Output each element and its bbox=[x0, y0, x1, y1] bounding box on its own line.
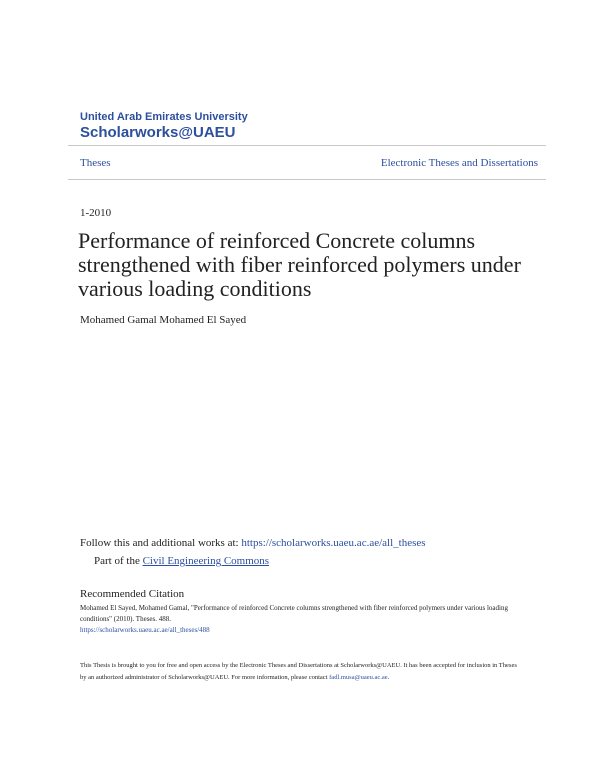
notice-text: This Thesis is brought to you for free and open access by the Electronic Theses and Dissertations at Scholarworks@UAEU. It has been accepted for inclusion in Theses by an authorized administrator of Scholarworks@UAEU. For more information, please contact bbox=[80, 662, 517, 681]
citation-heading: Recommended Citation bbox=[80, 588, 185, 600]
contact-email-link[interactable]: fadl.musa@uaeu.ac.ae bbox=[329, 674, 388, 681]
document-title: Performance of reinforced Concrete columns strengthened with fiber reinforced polymers under various loading conditions bbox=[78, 228, 521, 301]
follow-label: Follow this and additional works at: bbox=[80, 537, 242, 549]
citation-link[interactable]: https://scholarworks.uaeu.ac.ae/all_theses/488 bbox=[80, 626, 210, 634]
citation-block bbox=[80, 603, 520, 636]
notice-end: . bbox=[387, 674, 390, 681]
nav-link-theses[interactable]: Theses bbox=[80, 157, 111, 169]
header-divider-top bbox=[68, 145, 546, 146]
follow-link[interactable]: https://scholarworks.uaeu.ac.ae/all_theses bbox=[241, 537, 426, 549]
part-of-label: Part of the bbox=[94, 555, 143, 567]
part-of-line bbox=[94, 555, 269, 567]
nav-link-etd[interactable]: Electronic Theses and Dissertations bbox=[380, 157, 538, 169]
civil-engineering-commons-link[interactable]: Civil Engineering Commons bbox=[142, 555, 270, 567]
publication-date: 1-2010 bbox=[80, 207, 112, 219]
repository-name[interactable]: Scholarworks@UAEU bbox=[80, 124, 236, 141]
document-author: Mohamed Gamal Mohamed El Sayed bbox=[80, 314, 247, 326]
access-notice bbox=[80, 660, 520, 684]
citation-text: Mohamed El Sayed, Mohamed Gamal, "Performance of reinforced Concrete columns strengthened with fiber reinforced polymers under various loading conditions" (2010). Theses. 488. bbox=[80, 604, 508, 623]
institution-name: United Arab Emirates University bbox=[80, 111, 248, 123]
follow-line bbox=[80, 537, 426, 549]
header-divider-bottom bbox=[68, 179, 546, 180]
